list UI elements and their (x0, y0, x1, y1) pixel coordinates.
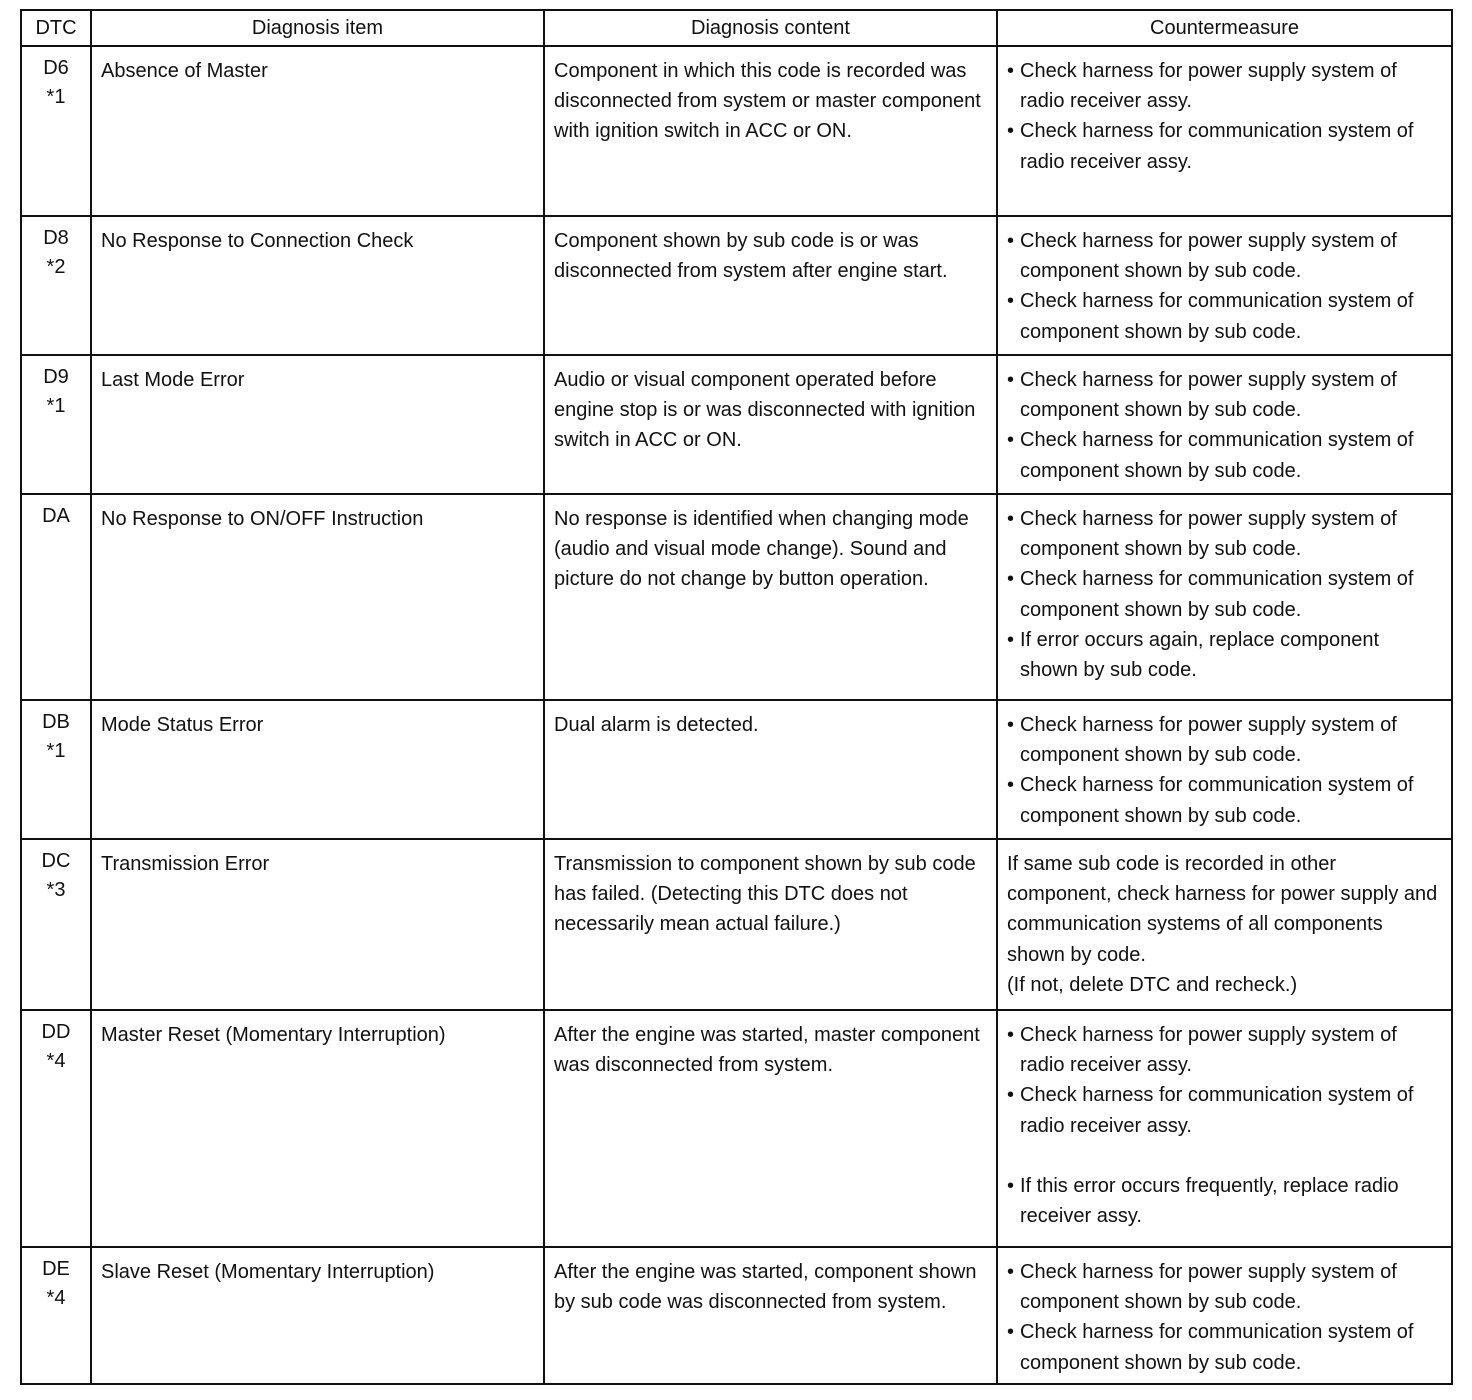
dtc-table (20, 9, 1453, 1385)
countermeasure-item: • Check harness for power supply system of radio receiver assy. (1007, 56, 1442, 116)
countermeasure (997, 355, 1452, 494)
countermeasure (997, 700, 1452, 839)
dtc-note: *1 (46, 740, 66, 762)
countermeasure-list (1007, 1020, 1442, 1231)
diagnosis-item: Slave Reset (Momentary Interruption) (91, 1247, 544, 1384)
table-row (21, 1247, 1452, 1384)
countermeasure (997, 216, 1452, 355)
countermeasure-list (1007, 56, 1442, 177)
diagnosis-item: No Response to ON/OFF Instruction (91, 494, 544, 700)
countermeasure-item: • Check harness for communication system of component shown by sub code. (1007, 564, 1442, 624)
countermeasure-item: • Check harness for communication system of component shown by sub code. (1007, 770, 1442, 830)
countermeasure (997, 1247, 1452, 1384)
dtc-note: *3 (46, 879, 66, 901)
dtc-code: DD (41, 1021, 71, 1043)
diagnosis-content: Component in which this code is recorded was disconnected from system or master component with ignition switch in ACC or ON. (544, 46, 997, 216)
dtc-cell (21, 46, 91, 216)
dtc-code: DC (41, 850, 71, 872)
countermeasure-item: • Check harness for communication system of component shown by sub code. (1007, 286, 1442, 346)
dtc-note: *2 (46, 256, 66, 278)
countermeasure-item: • Check harness for power supply system of radio receiver assy. (1007, 1020, 1442, 1080)
diagnosis-item: Last Mode Error (91, 355, 544, 494)
countermeasure-item: • Check harness for power supply system of component shown by sub code. (1007, 365, 1442, 425)
countermeasure-item: • Check harness for power supply system of component shown by sub code. (1007, 1257, 1442, 1317)
dtc-cell (21, 355, 91, 494)
countermeasure-item: • Check harness for power supply system of component shown by sub code. (1007, 226, 1442, 286)
header-countermeasure: Countermeasure (997, 10, 1452, 46)
dtc-code: D8 (43, 227, 69, 249)
header-dtc: DTC (21, 10, 91, 46)
dtc-code: DA (42, 505, 70, 527)
diagnosis-content: After the engine was started, component shown by sub code was disconnected from system. (544, 1247, 997, 1384)
dtc-code: DB (42, 711, 70, 733)
countermeasure-list (1007, 710, 1442, 831)
countermeasure-item: • Check harness for communication system of component shown by sub code. (1007, 425, 1442, 485)
dtc-cell (21, 216, 91, 355)
countermeasure-item: • If error occurs again, replace component shown by sub code. (1007, 625, 1442, 685)
countermeasure-list (1007, 1257, 1442, 1378)
diagnosis-item: Transmission Error (91, 839, 544, 1010)
diagnosis-item: Master Reset (Momentary Interruption) (91, 1010, 544, 1247)
dtc-note: *1 (46, 395, 66, 417)
countermeasure-list (1007, 226, 1442, 347)
dtc-cell (21, 700, 91, 839)
table-row (21, 839, 1452, 1010)
diagnosis-content: After the engine was started, master component was disconnected from system. (544, 1010, 997, 1247)
countermeasure (997, 839, 1452, 1010)
diagnosis-item: Absence of Master (91, 46, 544, 216)
table-row (21, 700, 1452, 839)
countermeasure-text: (If not, delete DTC and recheck.) (1007, 973, 1298, 996)
diagnosis-item: No Response to Connection Check (91, 216, 544, 355)
dtc-code: D6 (43, 57, 69, 79)
diagnosis-content: Transmission to component shown by sub code has failed. (Detecting this DTC does not necessarily mean actual failure.) (544, 839, 997, 1010)
dtc-cell (21, 1010, 91, 1247)
countermeasure-list (1007, 365, 1442, 486)
dtc-cell (21, 839, 91, 1010)
countermeasure (997, 494, 1452, 700)
header-row (21, 10, 1452, 46)
table-row (21, 1010, 1452, 1247)
countermeasure (997, 46, 1452, 216)
dtc-note: *1 (46, 86, 66, 108)
countermeasure-item: • Check harness for communication system of component shown by sub code. (1007, 1317, 1442, 1377)
dtc-code: D9 (43, 366, 69, 388)
countermeasure-item: • Check harness for communication system of radio receiver assy. (1007, 116, 1442, 176)
countermeasure (997, 1010, 1452, 1247)
diagnosis-content: Dual alarm is detected. (544, 700, 997, 839)
dtc-note: *4 (46, 1050, 66, 1072)
dtc-cell (21, 494, 91, 700)
diagnosis-content: No response is identified when changing mode (audio and visual mode change). Sound and picture do not change by button operation. (544, 494, 997, 700)
table-row (21, 216, 1452, 355)
dtc-cell (21, 1247, 91, 1384)
table-row (21, 355, 1452, 494)
countermeasure-list (1007, 504, 1442, 685)
countermeasure-item: • Check harness for power supply system of component shown by sub code. (1007, 504, 1442, 564)
countermeasure-item: • Check harness for communication system of radio receiver assy. (1007, 1080, 1442, 1140)
table-row (21, 46, 1452, 216)
diagnosis-item: Mode Status Error (91, 700, 544, 839)
countermeasure-text: If same sub code is recorded in other component, check harness for power supply and communication systems of all components shown by code. (1007, 853, 1438, 966)
countermeasure-item: • If this error occurs frequently, replace radio receiver assy. (1007, 1171, 1442, 1231)
header-diagnosis-content: Diagnosis content (544, 10, 997, 46)
header-diagnosis-item: Diagnosis item (91, 10, 544, 46)
table-row (21, 494, 1452, 700)
countermeasure-item: • Check harness for power supply system of component shown by sub code. (1007, 710, 1442, 770)
dtc-code: DE (42, 1258, 70, 1280)
diagnosis-content: Audio or visual component operated before engine stop is or was disconnected with ignition switch in ACC or ON. (544, 355, 997, 494)
dtc-note: *4 (46, 1287, 66, 1309)
diagnosis-content: Component shown by sub code is or was disconnected from system after engine start. (544, 216, 997, 355)
